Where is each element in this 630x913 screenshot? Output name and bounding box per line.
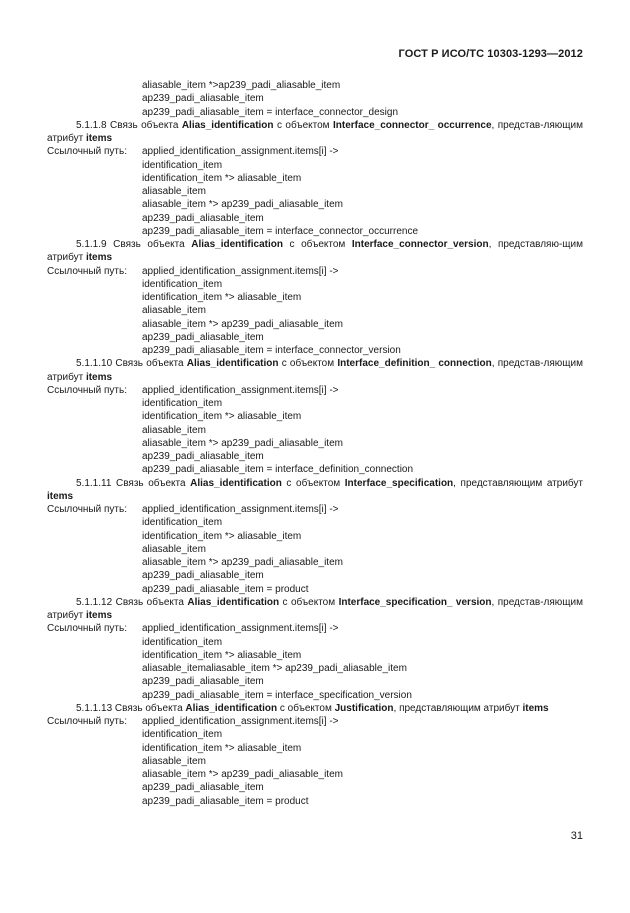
reference-path-label: Ссылочный путь:	[47, 384, 127, 396]
reference-path-label: Ссылочный путь:	[47, 623, 127, 635]
section-5-1-1-8	[47, 119, 583, 238]
reference-path-row	[47, 715, 583, 728]
heading-text: Связь объекта	[112, 702, 186, 714]
heading-text: Связь объекта	[106, 119, 182, 131]
code-line: identification_item	[142, 636, 223, 648]
reference-path-label: Ссылочный путь:	[47, 265, 127, 277]
code-line: ap239_padi_aliasable_item = interface_connector_design	[142, 106, 399, 118]
code-line: aliasable_item	[142, 305, 206, 317]
heading-text: , представ-ляющим атрибут	[47, 358, 583, 383]
section-number: 5.1.1.12	[76, 596, 113, 608]
reference-path-row	[47, 265, 583, 278]
code-line: identification_item	[142, 159, 223, 171]
code-line: applied_identification_assignment.items[i] ->	[142, 716, 339, 727]
code-line: aliasable_item	[142, 186, 206, 197]
target-entity-name: Interface_specification	[344, 477, 454, 489]
heading-text: с объектом	[282, 239, 352, 250]
standard-header: ГОСТ Р ИСО/ТС 10303-1293—2012	[398, 48, 583, 60]
reference-path-label: Ссылочный путь:	[47, 504, 127, 515]
reference-path-row	[47, 622, 583, 635]
heading-text: Связь объекта	[112, 596, 188, 608]
code-line: identification_item	[142, 398, 223, 409]
section-heading	[47, 238, 583, 265]
code-line: identification_item	[142, 517, 223, 529]
code-line: applied_identification_assignment.items[i] ->	[142, 623, 339, 635]
code-line: identification_item *> aliasable_item	[142, 411, 302, 423]
target-entity-name: Justification	[334, 702, 394, 714]
reference-path-row	[47, 503, 583, 516]
code-line: ap239_padi_aliasable_item	[142, 451, 264, 462]
code-line: ap239_padi_aliasable_item = interface_definition_connection	[142, 464, 414, 476]
attribute-name: items	[85, 133, 113, 144]
code-line: identification_item *> aliasable_item	[142, 172, 302, 184]
section-number: 5.1.1.11	[76, 477, 112, 489]
code-line: aliasable_item *> ap239_padi_aliasable_item	[142, 318, 343, 330]
code-line: aliasable_itemaliasable_item *> ap239_padi_aliasable_item	[142, 663, 407, 674]
code-line: identification_item	[142, 729, 223, 741]
heading-text: , представляю-щим атрибут	[47, 239, 583, 264]
code-line: ap239_padi_aliasable_item = interface_connector_occurrence	[142, 225, 419, 237]
section-heading	[47, 477, 583, 504]
code-line: aliasable_item	[142, 424, 206, 436]
entity-name: Alias_identification	[185, 702, 278, 714]
heading-text: Связь объекта	[112, 358, 187, 370]
heading-text: , представ-ляющим атрибут	[47, 119, 583, 144]
code-line: identification_item *> aliasable_item	[142, 292, 302, 303]
code-line: identification_item *> aliasable_item	[142, 742, 302, 754]
code-line: identification_item *> aliasable_item	[142, 649, 302, 661]
section-number: 5.1.1.13	[76, 702, 113, 714]
sections-container	[47, 119, 583, 808]
code-line: ap239_padi_aliasable_item	[142, 570, 264, 582]
code-line: applied_identification_assignment.items[i] ->	[142, 384, 339, 396]
section-5-1-1-10	[47, 357, 583, 476]
page-number: 31	[570, 830, 583, 842]
heading-text: с объектом	[281, 477, 345, 489]
attribute-name: items	[522, 702, 549, 714]
target-entity-name: Interface_definition_ connection	[337, 358, 492, 370]
heading-text: с объектом	[279, 596, 339, 608]
code-line: applied_identification_assignment.items[i] ->	[142, 146, 339, 158]
code-line: ap239_padi_aliasable_item	[142, 331, 264, 343]
heading-text: Связь объекта	[106, 239, 192, 250]
code-line: aliasable_item	[142, 755, 206, 767]
code-line: aliasable_item *> ap239_padi_aliasable_item	[142, 437, 343, 449]
target-entity-name: Interface_specification_ version	[338, 596, 492, 608]
heading-text: , представляющим атрибут	[393, 702, 523, 714]
code-line: ap239_padi_aliasable_item = product	[142, 795, 309, 807]
section-heading	[47, 596, 583, 623]
heading-text: с объектом	[273, 119, 333, 131]
code-line: ap239_padi_aliasable_item	[142, 212, 264, 224]
section-number: 5.1.1.9	[76, 239, 107, 250]
heading-text: , представ-ляющим атрибут	[47, 596, 583, 621]
code-line: ap239_padi_aliasable_item	[142, 782, 264, 794]
entity-name: Alias_identification	[191, 239, 283, 250]
code-line: identification_item *> aliasable_item	[142, 530, 302, 542]
attribute-name: items	[85, 610, 113, 621]
section-5-1-1-12	[47, 596, 583, 702]
entity-name: Alias_identification	[186, 358, 279, 370]
heading-text: , представляющим атрибут	[453, 477, 583, 489]
section-number: 5.1.1.8	[76, 119, 107, 131]
code-line: aliasable_item *> ap239_padi_aliasable_item	[142, 769, 343, 780]
entity-name: Alias_identification	[190, 477, 282, 489]
code-line: aliasable_item	[142, 543, 206, 555]
heading-text: с объектом	[277, 702, 335, 714]
heading-text: Связь объекта	[111, 477, 191, 489]
document-body	[47, 79, 583, 808]
reference-path-row	[47, 145, 583, 158]
reference-path-row	[47, 384, 583, 397]
section-5-1-1-9	[47, 238, 583, 357]
code-line: applied_identification_assignment.items[i] ->	[142, 265, 339, 277]
code-line: ap239_padi_aliasable_item = product	[142, 583, 309, 595]
section-heading	[47, 702, 583, 715]
section-number: 5.1.1.10	[76, 358, 113, 370]
entity-name: Alias_identification	[181, 119, 274, 131]
section-5-1-1-13	[47, 702, 583, 808]
entity-name: Alias_identification	[187, 596, 280, 608]
code-line: ap239_padi_aliasable_item	[142, 676, 264, 688]
code-line: ap239_padi_aliasable_item = interface_specification_version	[142, 689, 412, 701]
target-entity-name: Interface_connector_ occurrence	[333, 119, 492, 131]
section-heading	[47, 357, 583, 384]
attribute-name: items	[85, 252, 113, 264]
heading-text: с объектом	[278, 358, 338, 370]
code-line: ap239_padi_aliasable_item = interface_connector_version	[142, 345, 401, 356]
code-line: identification_item	[142, 278, 223, 290]
section-5-1-1-11	[47, 477, 583, 596]
code-line: aliasable_item *> ap239_padi_aliasable_item	[142, 199, 343, 211]
attribute-name: items	[47, 490, 74, 502]
section-heading	[47, 119, 583, 146]
attribute-name: items	[85, 371, 113, 383]
reference-path-label: Ссылочный путь:	[47, 146, 127, 158]
code-line: applied_identification_assignment.items[i] ->	[142, 504, 339, 515]
lead-block	[47, 79, 583, 119]
code-line: aliasable_item *> ap239_padi_aliasable_item	[142, 557, 343, 568]
code-line: aliasable_item *>ap239_padi_aliasable_item	[142, 80, 341, 91]
target-entity-name: Interface_connector_version	[351, 239, 489, 250]
code-line: ap239_padi_aliasable_item	[142, 93, 264, 105]
reference-path-label: Ссылочный путь:	[47, 716, 127, 727]
